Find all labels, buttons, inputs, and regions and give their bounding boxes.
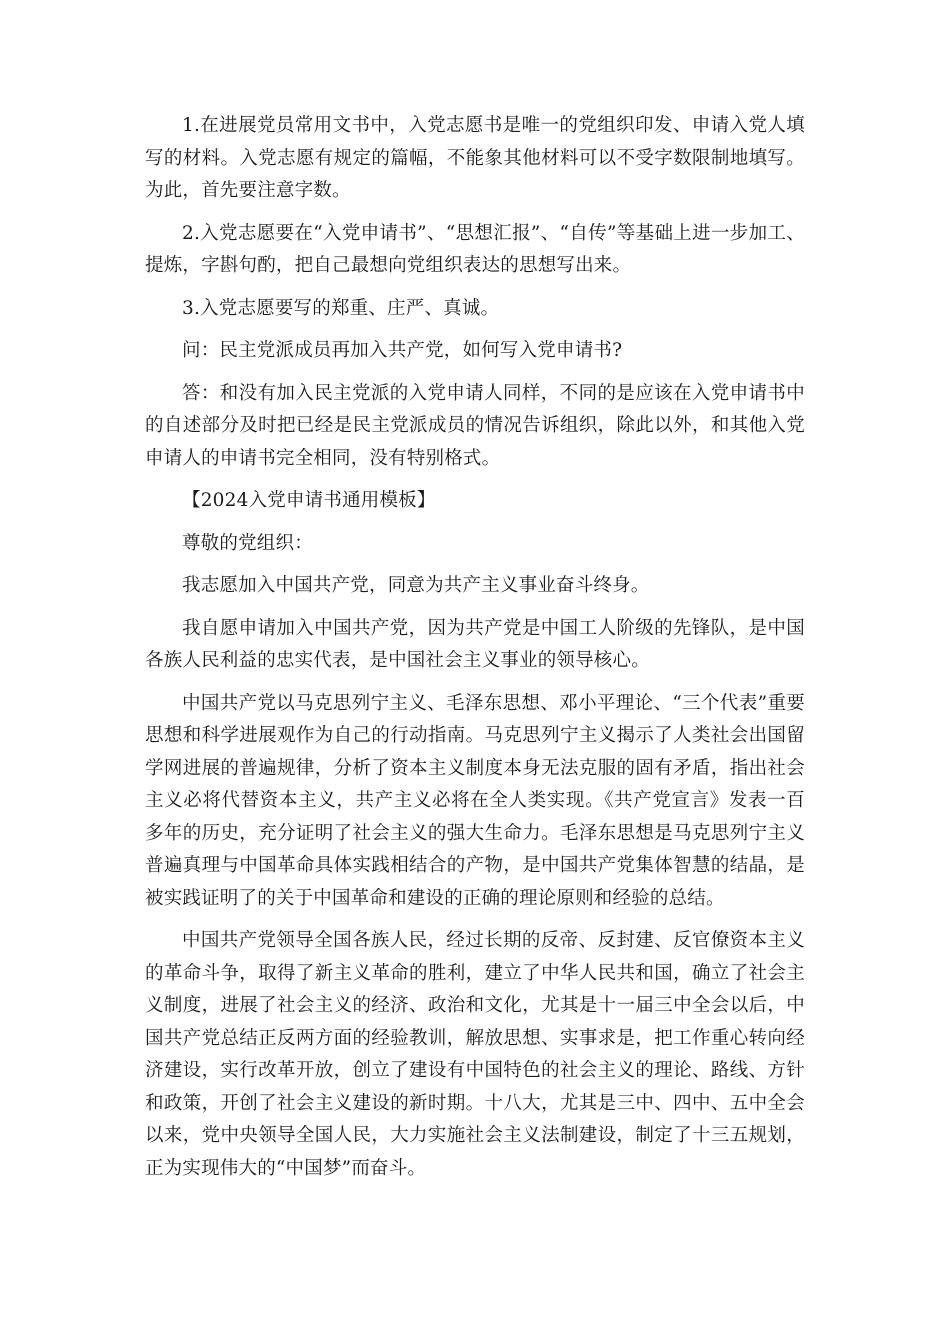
paragraph-tip-1: 1.在进展党员常用文书中，入党志愿书是唯一的党组织印发、申请入党人填写的材料。入党志愿有规定的篇幅，不能象其他材料可以不受字数限制地填写。为此，首先要注意字数。 (145, 115, 805, 201)
salutation: 尊敬的党组织： (182, 532, 313, 554)
section-heading-template: 【2024入党申请书通用模板】 (182, 490, 436, 511)
paragraph-tip-3: 3.入党志愿要写的郑重、庄严、真诚。 (182, 297, 500, 319)
paragraph-pledge: 我志愿加入中国共产党，同意为共产主义事业奋斗终身。 (182, 575, 650, 596)
paragraph-tip-2: 2.入党志愿要在“入党申请书”、“思想汇报”、“自传”等基础上进一步加工、提炼，字斟句酌，把自己最想向党组织表达的思想写出来。 (145, 222, 805, 276)
paragraph-question: 问：民主党派成员再加入共产党，如何写入党申请书? (182, 340, 623, 361)
paragraph-answer: 答：和没有加入民主党派的入党申请人同样，不同的是应该在入党申请书中的自述部分及时把已经是民主党派成员的情况告诉组织，除此以外，和其他入党申请人的申请书完全相同，没有特别格式。 (145, 382, 805, 469)
paragraph-guiding-thought: 中国共产党以马克思列宁主义、毛泽东思想、邓小平理论、“三个代表”重要思想和科学进展观作为自己的行动指南。马克思列宁主义揭示了人类社会出国留学网进展的普遍规律，分析了资本主义制度本身无法克服的固有矛盾，指出社会主义必将代替资本主义，共产主义必将在全人类实现。《共产党宣言》发表一百多年的历史，充分证明了社会主义的强大生命力。毛泽东思想是马克思列宁主义普遍真理与中国革命具体实践相结合的产物，是中国共产党集体智慧的结晶，是被实践证明了的关于中国革命和建设的正确的理论原则和经验的总结。 (145, 692, 805, 909)
document-body (145, 110, 805, 1195)
paragraph-history: 中国共产党领导全国各族人民，经过长期的反帝、反封建、反官僚资本主义的革命斗争，取得了新主义革命的胜利，建立了中华人民共和国，确立了社会主义制度，进展了社会主义的经济、政治和文化，尤其是十一届三中全会以后，中国共产党总结正反两方面的经验教训，解放思想、实事求是，把工作重心转向经济建设，实行改革开放，创立了建设有中国特色的社会主义的理论、路线、方针和政策，开创了社会主义建设的新时期。十八大，尤其是三中、四中、五中全会以来，党中央领导全国人民，大力实施社会主义法制建设，制定了十三五规划，正为实现伟大的“中国梦”而奋斗。 (145, 930, 805, 1179)
paragraph-reason: 我自愿申请加入中国共产党，因为共产党是中国工人阶级的先锋队，是中国各族人民利益的忠实代表，是中国社会主义事业的领导核心。 (145, 617, 805, 671)
